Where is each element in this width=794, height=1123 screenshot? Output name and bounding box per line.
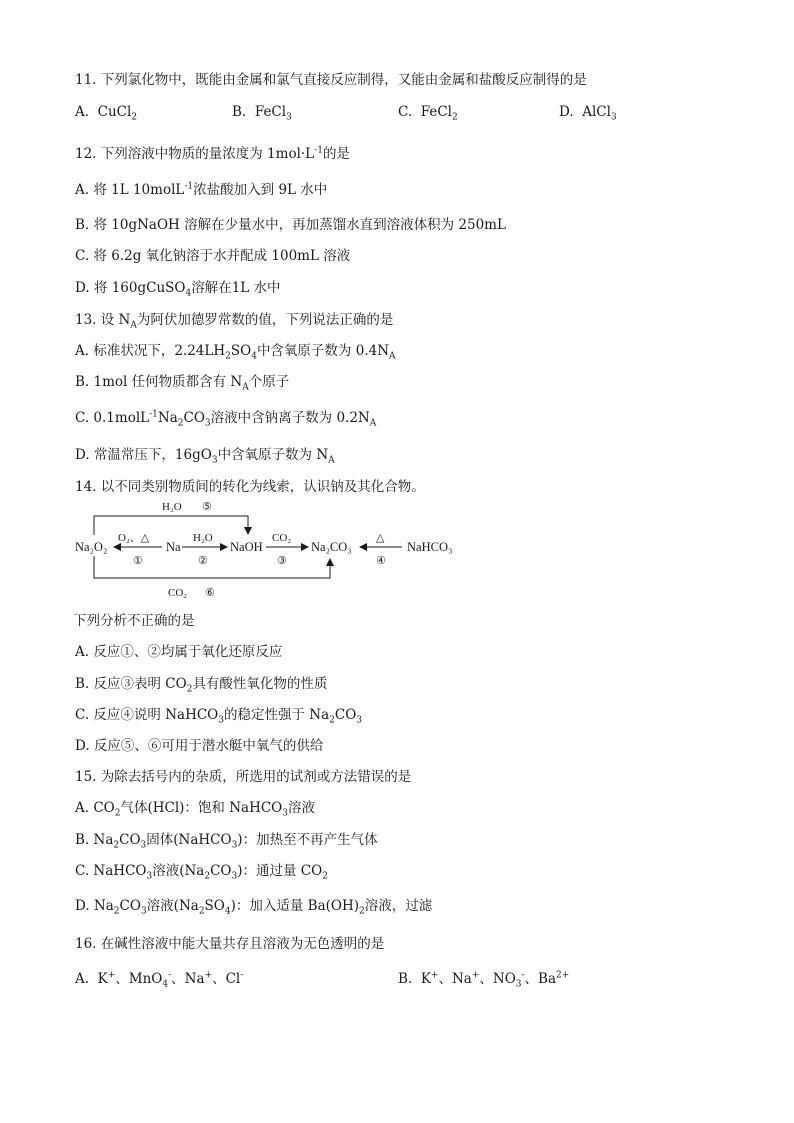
q14-option-d[interactable]: D. 反应⑤、⑥可用于潜水艇中氧气的供给 <box>75 738 324 754</box>
q12-option-c[interactable]: C. 将 6.2g 氧化钠溶于水并配成 100mL 溶液 <box>75 248 351 264</box>
num-reaction-6: ⑥ <box>205 587 215 599</box>
label-reaction-1: O₂、△ <box>118 532 150 544</box>
sodium-conversion-diagram <box>72 498 492 608</box>
q14-stem: 14. 以不同类别物质间的转化为线索，认识钠及其化合物。 <box>75 479 425 495</box>
num-reaction-5: ⑤ <box>202 501 212 513</box>
q13-stem: 13. 设 $N_A$为阿伏加德罗常数的值，下列说法正确的是 <box>75 312 394 331</box>
q12-option-b[interactable]: B. 将 10gNaOH 溶解在少量水中，再加蒸馏水直到溶液体积为 250mL <box>75 217 506 233</box>
q14-sub-stem: 下列分析不正确的是 <box>73 613 195 629</box>
q11-option-d[interactable]: D. AlCl$_3$ <box>559 104 617 123</box>
arrow-reaction-6 <box>94 556 330 578</box>
q12-option-d[interactable]: D. 将 160gCuSO$_4$溶解在1L 水中 <box>75 280 281 299</box>
q16-stem: 16. 在碱性溶液中能大量共存且溶液为无色透明的是 <box>75 936 385 952</box>
species-naoh: NaOH <box>230 540 263 554</box>
species-na2o2: Na₂O₂ <box>75 540 108 554</box>
q11-stem: 11. 下列氯化物中，既能由金属和氯气直接反应制得，又能由金属和盐酸反应制得的是 <box>75 72 587 88</box>
num-reaction-3: ③ <box>277 555 287 567</box>
q14-option-a[interactable]: A. 反应①、②均属于氧化还原反应 <box>75 644 283 660</box>
num-reaction-1: ① <box>133 555 143 567</box>
q13-option-a[interactable]: A. 标准状况下，$2.24LH_2SO_4$中含氧原子数为 $0.4N_A$ <box>75 343 396 362</box>
q13-option-d[interactable]: D. 常温常压下，$16gO_3$中含氧原子数为 $N_A$ <box>75 447 335 466</box>
q11-option-b[interactable]: B. FeCl$_3$ <box>232 104 292 123</box>
label-reaction-3: CO₂ <box>272 532 292 544</box>
q14-option-b[interactable]: B. 反应③表明 $CO_2$具有酸性氧化物的性质 <box>75 676 328 695</box>
label-reaction-2: H₂O <box>193 532 213 544</box>
num-reaction-2: ② <box>198 555 208 567</box>
q16-option-b[interactable]: B. K+、Na+、$NO_3^-$、$Ba^{2+}$ <box>398 970 570 990</box>
q15-stem: 15. 为除去括号内的杂质，所选用的试剂或方法错误的是 <box>75 769 412 785</box>
species-na2co3: Na₂CO₃ <box>311 540 352 554</box>
q14-option-c[interactable]: C. 反应④说明 NaHCO$_3$的稳定性强于 $Na_2CO_3$ <box>75 707 363 726</box>
species-na: Na <box>166 540 181 554</box>
q12-stem: 12. 下列溶液中物质的量浓度为 $1mol\cdot L^{-1}$的是 <box>75 145 350 162</box>
q15-option-b[interactable]: B. $Na_2CO_3$固体(NaHCO$_3$)：加热至不再产生气体 <box>75 832 378 851</box>
q12-option-a[interactable]: A. 将 1L 10molL$^{-1}$浓盐酸加入到 9L 水中 <box>75 181 328 198</box>
label-reaction-4: △ <box>376 532 385 544</box>
q11-option-a[interactable]: A. CuCl$_2$ <box>75 104 138 123</box>
q13-option-c[interactable]: C. $0.1molL^{-1}Na_2CO_3$溶液中含钠离子数为 $0.2N_A$ <box>75 409 377 429</box>
q15-option-a[interactable]: A. $CO_2$气体(HCl)：饱和 NaHCO$_3$溶液 <box>75 800 315 819</box>
q11-option-c[interactable]: C. FeCl$_2$ <box>398 104 458 123</box>
q16-option-a[interactable]: A. K+、MnO$_4$-、Na+、Cl- <box>75 970 244 990</box>
q13-option-b[interactable]: B. 1mol 任何物质都含有 $N_A$个原子 <box>75 374 290 393</box>
q15-option-d[interactable]: D. $Na_2CO_3$溶液$(Na_2SO_4)$：加入适量 $Ba(OH)_2$溶液，过滤 <box>75 898 433 917</box>
label-reaction-5: H₂O <box>162 501 182 513</box>
q15-option-c[interactable]: C. NaHCO$_3$溶液$(Na_2CO_3)$：通过量 $CO_2$ <box>75 863 328 882</box>
num-reaction-4: ④ <box>376 555 386 567</box>
label-reaction-6: CO₂ <box>168 587 188 599</box>
species-nahco3: NaHCO₃ <box>407 540 453 554</box>
